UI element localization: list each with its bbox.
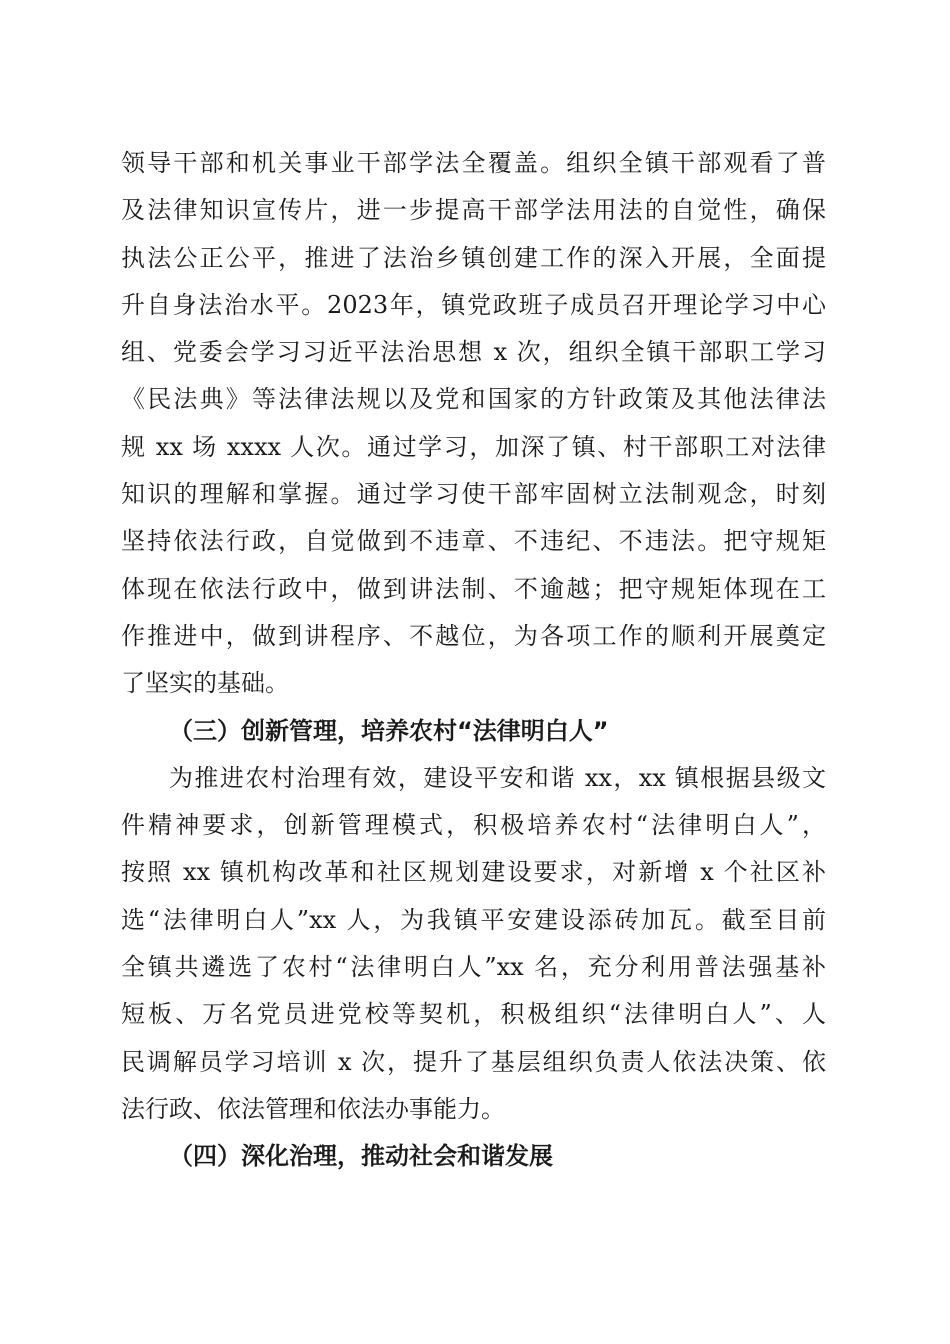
text-line: 全镇共遴选了农村“法律明白人”xx 名，充分利用普法强基补	[121, 953, 826, 982]
text-line: 《民法典》等法律法规以及党和国家的方针政策及其他法律法	[121, 385, 826, 414]
text-line: 件精神要求，创新管理模式，积极培养农村“法律明白人”，	[121, 811, 826, 840]
section-heading-4	[121, 1133, 826, 1180]
heading-text: （四）深化治理，推动社会和谐发展	[169, 1142, 553, 1171]
text-line: 选“法律明白人”xx 人，为我镇平安建设添砖加瓦。截至目前	[121, 905, 826, 934]
text-line: 组、党委会学习习近平法治思想 x 次，组织全镇干部职工学习	[121, 338, 826, 367]
text-line: 及法律知识宣传片，进一步提高干部学法用法的自觉性，确保	[121, 196, 826, 225]
text-line: 短板、万名党员进党校等契机，积极组织“法律明白人”、人	[121, 1000, 826, 1029]
text-line: 民调解员学习培训 x 次，提升了基层组织负责人依法决策、依	[121, 1047, 826, 1076]
text-line: 知识的理解和掌握。通过学习使干部牢固树立法制观念，时刻	[121, 480, 826, 509]
text-line: 执法公正公平，推进了法治乡镇创建工作的深入开展，全面提	[121, 243, 826, 272]
paragraph-legal-persons	[121, 755, 826, 1133]
text-line: 按照 xx 镇机构改革和社区规划建设要求，对新增 x 个社区补	[121, 858, 826, 887]
paragraph-study-law	[121, 140, 826, 708]
text-line: 升自身法治水平。2023年，镇党政班子成员召开理论学习中心	[121, 290, 826, 319]
text-line: 作推进中，做到讲程序、不越位，为各项工作的顺利开展奠定	[121, 621, 826, 650]
section-heading-3	[121, 708, 826, 755]
text-line: 体现在依法行政中，做到讲法制、不逾越；把守规矩体现在工	[121, 574, 826, 603]
text-line: 规 xx 场 xxxx 人次。通过学习，加深了镇、村干部职工对法律	[121, 432, 826, 461]
text-line: 为推进农村治理有效，建设平安和谐 xx，xx 镇根据县级文	[169, 763, 826, 792]
document-body	[121, 140, 826, 1181]
text-line: 了坚实的基础。	[121, 669, 289, 698]
heading-text: （三）创新管理，培养农村“法律明白人”	[169, 716, 609, 745]
text-line: 领导干部和机关事业干部学法全覆盖。组织全镇干部观看了普	[121, 149, 826, 177]
text-line: 法行政、依法管理和依法办事能力。	[121, 1094, 505, 1123]
text-line: 坚持依法行政，自觉做到不违章、不违纪、不违法。把守规矩	[121, 527, 826, 556]
